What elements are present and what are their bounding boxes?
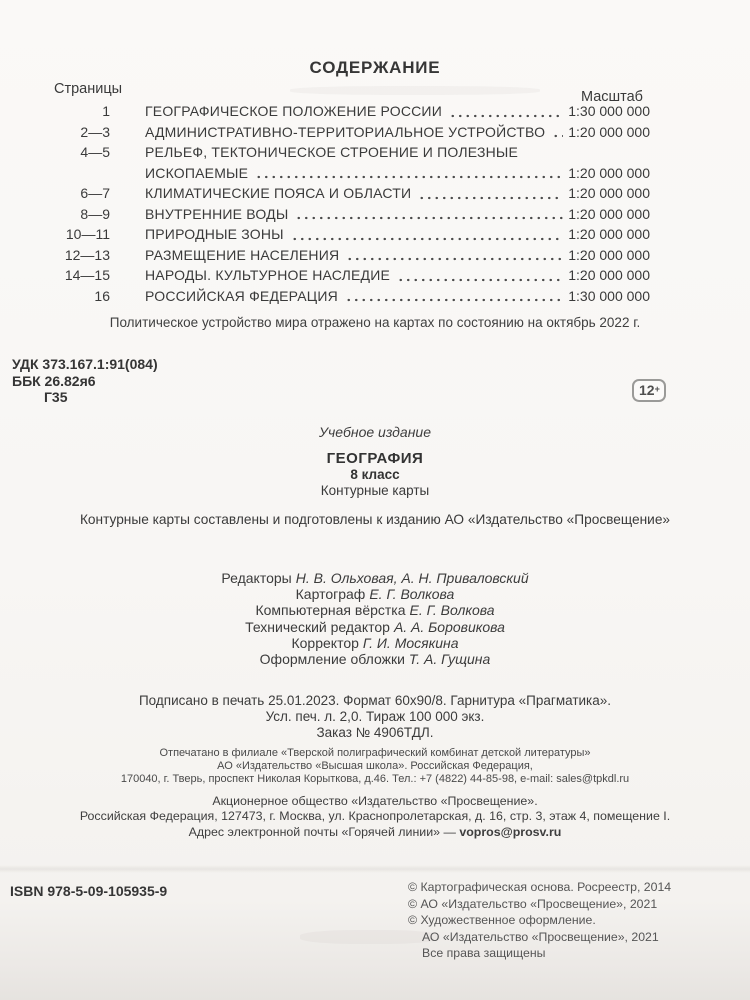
toc-entry-scale: 1:20 000 000 [568, 205, 650, 222]
credit-role: Оформление обложки [259, 651, 405, 668]
toc-entry-main [145, 183, 650, 204]
dotted-leader [418, 196, 563, 200]
contents-title: СОДЕРЖАНИЕ [309, 58, 441, 77]
credit-line [0, 602, 750, 618]
contents-list [56, 101, 650, 306]
isbn: ISBN 978-5-09-105935-9 [10, 883, 168, 899]
credit-role: Редакторы [221, 570, 292, 586]
toc-entry-title: ПРИРОДНЫЕ ЗОНЫ [145, 226, 284, 242]
toc-row [56, 286, 650, 307]
toc-entry-pages: 14—15 [64, 267, 110, 283]
credit-line [0, 635, 750, 651]
credit-name: Е. Г. Волкова [409, 602, 495, 619]
toc-entry-scale: 1:20 000 000 [568, 185, 650, 201]
toc-entry-scale: 1:30 000 000 [568, 103, 650, 119]
credit-name: Г. И. Мосякина [362, 634, 459, 651]
toc-entry-title: НАРОДЫ. КУЛЬТУРНОЕ НАСЛЕДИЕ [145, 267, 391, 283]
email-prefix: Адрес электронной почты «Горячей линии» — [188, 824, 460, 839]
toc-entry-line [145, 163, 650, 184]
toc-entry-main [145, 224, 650, 245]
toc-entry-pages: 4—5 [80, 144, 110, 160]
toc-entry-pages: 6—7 [80, 185, 110, 201]
credits-block [0, 570, 750, 667]
toc-row [56, 224, 650, 245]
credit-line [0, 619, 750, 635]
toc-entry-main [145, 286, 650, 307]
printer-line: Отпечатано в филиале «Тверской полиграфический комбинат детской литературы» [159, 747, 591, 759]
toc-entry-scale: 1:30 000 000 [568, 287, 650, 304]
toc-entry-title: ГЕОГРАФИЧЕСКОЕ ПОЛОЖЕНИЕ РОССИИ [145, 103, 442, 119]
book-code-line: Г35 [44, 389, 68, 405]
toc-entry-scale: 1:20 000 000 [568, 164, 650, 181]
toc-entry-main [145, 265, 650, 286]
age-rating-badge [632, 379, 666, 402]
publisher-email: vopros@prosv.ru [459, 824, 562, 839]
credit-name: Т. А. Гущина [408, 651, 491, 668]
edition-grade: 8 класс [350, 467, 400, 482]
copyright-line: АО «Издательство «Просвещение», 2021 [422, 929, 659, 944]
toc-entry-main [145, 101, 650, 122]
toc-entry-title: ВНУТРЕННИЕ ВОДЫ [145, 205, 289, 222]
credit-role: Технический редактор [245, 618, 390, 635]
toc-row [56, 122, 650, 143]
toc-entry-scale: 1:20 000 000 [568, 226, 650, 242]
credit-role: Корректор [291, 634, 359, 651]
toc-entry-scale: 1:20 000 000 [568, 246, 650, 263]
publisher-address-line: Российская Федерация, 127473, г. Москва, ул. Краснопролетарская, д. 16, стр. 3, этаж 4, помещение I. [79, 809, 671, 824]
credit-role: Компьютерная вёрстка [255, 602, 406, 619]
credit-name: А. А. Боровикова [393, 618, 505, 635]
scale-column-header: Масштаб [580, 89, 643, 105]
toc-entry-line [145, 224, 650, 245]
toc-entry-line [145, 286, 650, 307]
toc-entry-pages: 16 [94, 287, 110, 304]
toc-entry-title: КЛИМАТИЧЕСКИЕ ПОЯСА И ОБЛАСТИ [145, 185, 412, 201]
toc-entry-title: РАЗМЕЩЕНИЕ НАСЕЛЕНИЯ [145, 246, 340, 263]
toc-entry-title: РЕЛЬЕФ, ТЕКТОНИЧЕСКОЕ СТРОЕНИЕ И ПОЛЕЗНЫЕ [145, 144, 519, 160]
udk-line: УДК 373.167.1:91(084) [12, 356, 158, 372]
toc-entry-scale: 1:20 000 000 [568, 123, 650, 140]
toc-entry-pages: 1 [102, 103, 110, 119]
scan-smudge [290, 86, 540, 95]
toc-row [56, 204, 650, 225]
dotted-leader [345, 298, 563, 302]
credit-name: Е. Г. Волкова [369, 586, 455, 603]
dotted-leader [397, 278, 563, 282]
toc-entry-line [145, 122, 650, 143]
edition-subtitle: Контурные карты [320, 483, 430, 498]
toc-entry-title: АДМИНИСТРАТИВНО-ТЕРРИТОРИАЛЬНОЕ УСТРОЙСТВО [145, 123, 546, 140]
toc-entry-main [145, 122, 650, 143]
toc-entry-main [145, 245, 650, 266]
dotted-leader [346, 257, 563, 261]
toc-entry-line [145, 101, 650, 122]
toc-row [56, 265, 650, 286]
dotted-leader [295, 216, 563, 220]
printer-block [0, 747, 750, 786]
dotted-leader [552, 134, 563, 138]
toc-entry-main [145, 142, 650, 183]
copyright-line: © АО «Издательство «Просвещение», 2021 [408, 896, 658, 911]
copyright-line: © Художественное оформление. [408, 913, 596, 928]
dotted-leader [291, 237, 563, 241]
toc-row [56, 183, 650, 204]
copyright-block [408, 879, 671, 962]
copyright-line: Все права защищены [422, 946, 546, 961]
copyright-line: © Картографическая основа. Росреестр, 2014 [408, 880, 672, 894]
toc-entry-pages: 10—11 [65, 226, 110, 242]
toc-entry-line [145, 204, 650, 225]
toc-row [56, 142, 650, 183]
toc-entry-line [145, 183, 650, 204]
toc-entry-main [145, 204, 650, 225]
pages-column-header: Страницы [54, 81, 123, 97]
scan-artifact-band [0, 865, 750, 873]
credit-line [0, 586, 750, 602]
toc-entry-pages: 8—9 [80, 205, 110, 222]
dotted-leader [449, 114, 563, 118]
toc-row [56, 101, 650, 122]
toc-entry-line [145, 142, 650, 163]
toc-row [56, 245, 650, 266]
age-rating-number: 12 [639, 382, 655, 398]
publisher-name-line: Акционерное общество «Издательство «Просвещение». [212, 794, 538, 808]
publisher-block [0, 794, 750, 840]
print-info-line: Заказ № 4906ТДЛ. [316, 725, 434, 740]
print-info-block [0, 693, 750, 741]
political-structure-note: Политическое устройство мира отражено на картах по состоянию на октябрь 2022 г. [109, 315, 641, 330]
bbk-line: ББК 26.82я6 [12, 372, 96, 389]
age-rating-plus: + [654, 384, 660, 394]
toc-entry-pages: 2—3 [80, 123, 110, 140]
toc-entry-title: РОССИЙСКАЯ ФЕДЕРАЦИЯ [145, 287, 338, 304]
printer-line: АО «Издательство «Высшая школа». Российская Федерация, [217, 760, 533, 772]
printer-line: 170040, г. Тверь, проспект Николая Корыткова, д.46. Тел.: +7 (4822) 44-85-98, e-mail: sales@tpkdl.ru [120, 773, 630, 785]
toc-entry-scale: 1:20 000 000 [568, 267, 650, 283]
edition-title: ГЕОГРАФИЯ [326, 450, 424, 467]
edition-kind: Учебное издание [319, 424, 431, 440]
dotted-leader [255, 175, 563, 179]
toc-entry-line [145, 245, 650, 266]
toc-entry-line [145, 265, 650, 286]
print-info-line: Усл. печ. л. 2,0. Тираж 100 000 экз. [265, 709, 485, 724]
credit-role: Картограф [295, 586, 366, 603]
credit-name: Н. В. Ольховая, А. Н. Приваловский [295, 570, 529, 586]
toc-entry-title: ИСКОПАЕМЫЕ [145, 164, 249, 181]
classification-block [12, 356, 158, 406]
credit-line [0, 651, 750, 667]
credit-line [0, 570, 750, 586]
prepared-by-line: Контурные карты составлены и подготовлены к изданию АО «Издательство «Просвещение» [79, 512, 671, 527]
publisher-email-line [0, 825, 750, 840]
toc-entry-pages: 12—13 [64, 246, 110, 263]
print-info-line: Подписано в печать 25.01.2023. Формат 60х90/8. Гарнитура «Прагматика». [138, 693, 612, 708]
